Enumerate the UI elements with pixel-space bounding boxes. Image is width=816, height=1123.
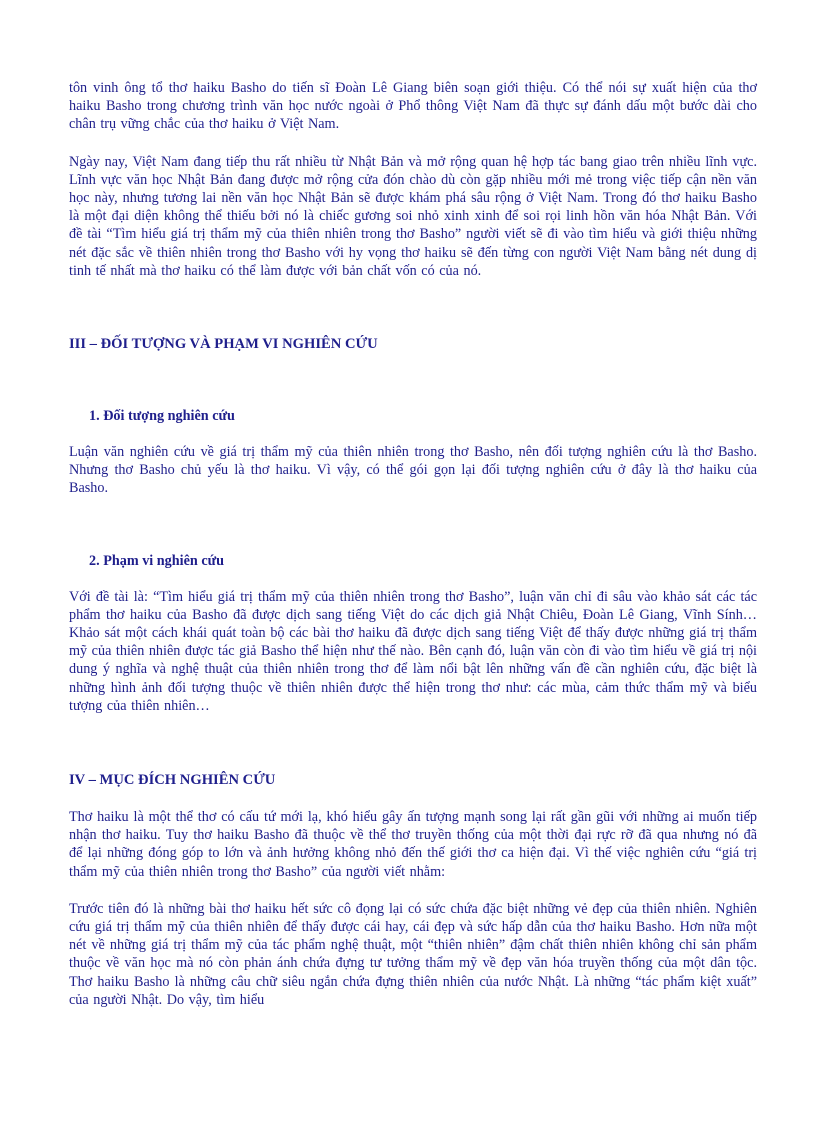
body-paragraph: Luận văn nghiên cứu về giá trị thẩm mỹ của thiên nhiên trong thơ Basho, nên đối tượng nghiên cứu là thơ Basho. Nhưng thơ Basho chủ yếu là thơ haiku. Vì vậy, có thể gói gọn lại đối tượng nghiên cứu ở đây là thơ haiku của Basho. — [69, 444, 757, 497]
subsection-heading: 1. Đối tượng nghiên cứu — [89, 408, 235, 425]
document-page — [69, 79, 757, 1009]
body-paragraph: Với đề tài là: “Tìm hiểu giá trị thẩm mỹ của thiên nhiên trong thơ Basho”, luận văn chỉ đi sâu vào khảo sát các tác phẩm thơ haiku của Basho đã được dịch sang tiếng Việt do các dịch giả Nhật Chiêu, Đoàn Lê Giang, Vĩnh Sính… Khảo sát một cách khái quát toàn bộ các bài thơ haiku đã được dịch sang tiếng Việt để thấy được những giá trị thẩm mỹ của thiên nhiên được tác giả Basho thể hiện như thế nào. Bên cạnh đó, luận văn còn đi vào tìm hiểu về giá trị nội dung ý nghĩa và nghệ thuật của thiên nhiên trong thơ để làm nổi bật lên những vấn đề cần nghiên cứu, đặc biệt là những hình ảnh đối tượng thuộc về thiên nhiên được thể hiện trong thơ như: các mùa, cảm thức thẩm mỹ và biểu tượng của thiên nhiên… — [69, 588, 757, 714]
body-paragraph: Trước tiên đó là những bài thơ haiku hết sức cô đọng lại có sức chứa đặc biệt những vẻ đẹp của thiên nhiên. Nghiên cứu giá trị thẩm mỹ của thiên nhiên để thấy được cái hay, cái đẹp và sức hấp dẫn của thơ haiku Basho. Hơn nữa một nét về những giá trị thẩm mỹ của tác phẩm nghệ thuật, một “thiên nhiên” đậm chất thiên nhiên không chỉ sản phẩm thuộc về văn học mà nó còn phản ánh chứa đựng tư tưởng thẩm mỹ về đẹp văn hóa truyền thống của một dân tộc. Thơ haiku Basho là những câu chữ siêu ngắn chứa đựng thiên nhiên của nước Nhật. Là những “tác phẩm kiệt xuất” của người Nhật. Do vậy, tìm hiểu — [69, 900, 757, 1008]
section-heading: IV – MỤC ĐÍCH NGHIÊN CỨU — [69, 772, 276, 789]
body-paragraph: tôn vinh ông tổ thơ haiku Basho do tiến sĩ Đoàn Lê Giang biên soạn giới thiệu. Có thể nói sự xuất hiện của thơ haiku Basho trong chương trình văn học nước ngoài ở Phổ thông Việt Nam đã thực sự đánh dấu một bước dài cho chân trụ vững chắc của thơ haiku ở Việt Nam. — [69, 80, 757, 133]
subsection-heading: 2. Phạm vi nghiên cứu — [89, 552, 225, 569]
section-heading: III – ĐỐI TƯỢNG VÀ PHẠM VI NGHIÊN CỨU — [69, 336, 378, 353]
body-paragraph: Ngày nay, Việt Nam đang tiếp thu rất nhiều từ Nhật Bản và mở rộng quan hệ hợp tác bang giao trên nhiều lĩnh vực. Lĩnh vực văn học Nhật Bản đang được mở rộng cửa đón chào dù còn gặp nhiều mới mẻ trong việc tiếp cận nền văn học này, nhưng tương lai nền văn học Nhật Bản sẽ được khám phá sâu rộng ở Việt Nam. Trong đó thơ haiku Basho là một đại diện không thể thiếu bởi nó là chiếc gương soi nhỏ xinh xinh để soi rọi linh hồn văn hóa Nhật Bản. Với đề tài “Tìm hiểu giá trị thẩm mỹ của thiên nhiên trong thơ Basho” người viết sẽ đi vào tìm hiểu và giới thiệu những nét đặc sắc về thiên nhiên trong thơ Basho với hy vọng thơ haiku sẽ đến từng con người Việt Nam bằng nét dung dị tinh tế nhất mà thơ haiku có thể làm được với bản chất vốn có của nó. — [69, 153, 757, 279]
body-paragraph: Thơ haiku là một thể thơ có cấu tứ mới lạ, khó hiểu gây ấn tượng mạnh song lại rất gần gũi với những ai muốn tiếp nhận thơ haiku. Tuy thơ haiku Basho đã thuộc về thể thơ truyền thống của một thời đại rực rỡ đã qua nhưng nó đã để lại những đóng góp to lớn và ảnh hưởng không nhỏ đến thế giới thơ ca hiện đại. Vì thế việc nghiên cứu “giá trị thẩm mỹ của thiên nhiên trong thơ Basho” của người viết nhằm: — [69, 809, 757, 880]
